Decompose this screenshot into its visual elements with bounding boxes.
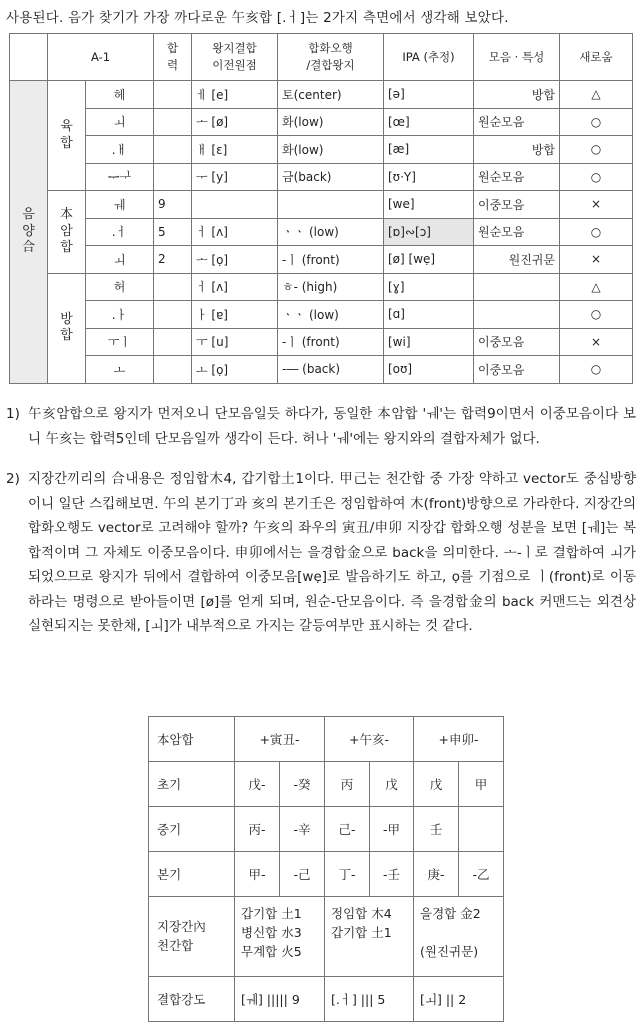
row-moeum	[474, 301, 560, 329]
row-new: ○	[560, 301, 633, 329]
jijang-group-1: 갑기합 土1 병신합 水3 무계합 火5	[235, 897, 325, 977]
row-hwa: ㅎ- (high)	[278, 273, 384, 301]
row-wangji: ᅩ [ø]	[192, 108, 278, 136]
row-char: ᆕᆛ	[86, 163, 154, 191]
header-group-3: +申卯-	[414, 717, 504, 762]
row-hwa: 토(center)	[278, 81, 384, 109]
table-cell: 壬	[414, 807, 459, 852]
row-hap	[154, 81, 192, 109]
table-row	[10, 81, 633, 109]
row-new: ○	[560, 136, 633, 164]
row-ipa: [oʊ]	[384, 356, 474, 384]
table-cell: -癸	[280, 762, 325, 807]
table-row	[10, 356, 633, 384]
row-wangji: ㅓ [ʌ]	[192, 273, 278, 301]
row-char: 헤	[86, 81, 154, 109]
table-cell: 己-	[325, 807, 370, 852]
table-cell: -壬	[370, 852, 414, 897]
row-hwa: -ㅣ (front)	[278, 246, 384, 274]
table-row	[149, 977, 504, 1022]
note-number: 2)	[6, 471, 20, 487]
row-wangji	[192, 191, 278, 219]
jijang-group-3: 을경합 金2 (원진귀문)	[414, 897, 504, 977]
row-hap	[154, 356, 192, 384]
table-cell: 戊	[370, 762, 414, 807]
row-char: .ㅏ	[86, 301, 154, 329]
table-row	[149, 807, 504, 852]
table-row	[10, 218, 633, 246]
row-hap	[154, 273, 192, 301]
row-hwa: 화(low)	[278, 136, 384, 164]
note-number: 1)	[6, 406, 20, 422]
header-moeum: 모음 · 특성	[474, 34, 560, 81]
group-label-yukhap: 육 합	[48, 81, 86, 191]
table-cell: -辛	[280, 807, 325, 852]
table-row	[10, 191, 633, 219]
table-row	[10, 328, 633, 356]
row-new: △	[560, 273, 633, 301]
row-ipa: [ø] [wẹ]	[384, 246, 474, 274]
table-row	[149, 762, 504, 807]
row-char: ㅚ	[86, 108, 154, 136]
row-moeum	[474, 273, 560, 301]
row-char: ㅜㅣ	[86, 328, 154, 356]
table-cell: -乙	[459, 852, 504, 897]
header-hwa: 합화오행 /결합왕지	[278, 34, 384, 81]
row-wangji: ㅓ [ʌ]	[192, 218, 278, 246]
row-char: 허	[86, 273, 154, 301]
row-char: .ㅓ	[86, 218, 154, 246]
table-header-row	[10, 34, 633, 81]
header-name: 本암합	[149, 717, 235, 762]
row-name: 지장간內 천간합	[149, 897, 235, 977]
vowel-table	[9, 33, 633, 384]
table-cell: 丙-	[235, 807, 280, 852]
header-group-1: +寅丑-	[235, 717, 325, 762]
table-row	[10, 273, 633, 301]
row-new: ○	[560, 218, 633, 246]
row-name: 결합강도	[149, 977, 235, 1022]
row-new: ○	[560, 108, 633, 136]
row-hap	[154, 108, 192, 136]
group-label-banghap: 방 합	[48, 273, 86, 383]
header-ipa: IPA (추정)	[384, 34, 474, 81]
strength-group-1: [ㅞ] ||||| 9	[235, 977, 325, 1022]
row-wangji: ㅐ [ɛ]	[192, 136, 278, 164]
row-hap: 9	[154, 191, 192, 219]
header-new: 새로움	[560, 34, 633, 81]
note-text: 午亥암합으로 왕지가 먼저오니 단모음일듯 하다가, 동일한 本암합 'ㅞ'는 합력9이면서 이중모음이다 보니 午亥는 합력5인데 단모음일까 생각이 든다. 허나 'ㅞ'에는 왕지와의 결합자체가 없다.	[28, 406, 636, 447]
row-ipa: [ʊ·Y]	[384, 163, 474, 191]
row-new: ×	[560, 191, 633, 219]
row-ipa: [ə]	[384, 81, 474, 109]
table-row	[10, 301, 633, 329]
row-hap	[154, 301, 192, 329]
row-char: ㅚ	[86, 246, 154, 274]
table-cell: 丙	[325, 762, 370, 807]
row-ipa: [wi]	[384, 328, 474, 356]
row-ipa: [æ]	[384, 136, 474, 164]
row-hwa: 금(back)	[278, 163, 384, 191]
row-ipa: [œ]	[384, 108, 474, 136]
row-new: △	[560, 81, 633, 109]
row-moeum: 방합	[474, 136, 560, 164]
row-wangji: ㅏ [ɐ]	[192, 301, 278, 329]
jijang-group-2: 정임합 木4 갑기합 土1	[325, 897, 414, 977]
strength-group-2: [.ㅓ] ||| 5	[325, 977, 414, 1022]
row-new: ×	[560, 328, 633, 356]
table-cell: 庚-	[414, 852, 459, 897]
row-new: ○	[560, 163, 633, 191]
header-wangji: 왕지결합 이전원점	[192, 34, 278, 81]
row-char: ㅗ	[86, 356, 154, 384]
table-row	[10, 108, 633, 136]
row-moeum: 이중모음	[474, 191, 560, 219]
table-cell	[459, 807, 504, 852]
row-hwa: ㆍㆍ (low)	[278, 218, 384, 246]
row-wangji: ᅮ [y]	[192, 163, 278, 191]
header-hap: 합 력	[154, 34, 192, 81]
row-hwa: -ㅣ (front)	[278, 328, 384, 356]
header-group-2: +午亥-	[325, 717, 414, 762]
corner-cell	[10, 34, 48, 81]
note-1	[6, 402, 636, 451]
table-row	[10, 163, 633, 191]
note-2	[6, 467, 636, 639]
row-moeum: 방합	[474, 81, 560, 109]
table-row	[149, 897, 504, 977]
group-label-bonamhap: 本 암 합	[48, 191, 86, 274]
row-name: 초기	[149, 762, 235, 807]
row-hwa	[278, 191, 384, 219]
row-char: .ㅐ	[86, 136, 154, 164]
table-row	[10, 246, 633, 274]
row-hap	[154, 136, 192, 164]
row-wangji: ㅔ [e]	[192, 81, 278, 109]
row-ipa: [ɒ]∾[ɔ]	[384, 218, 474, 246]
row-name: 중기	[149, 807, 235, 852]
header-a1: A-1	[48, 34, 154, 81]
side-label: 음 양 合	[10, 81, 48, 384]
row-moeum: 원순모음	[474, 218, 560, 246]
row-hwa: ㆍㆍ (low)	[278, 301, 384, 329]
row-hwa: -― (back)	[278, 356, 384, 384]
table-cell: -己	[280, 852, 325, 897]
row-wangji: ㅜ [u]	[192, 328, 278, 356]
table-row	[10, 136, 633, 164]
row-moeum: 원순모음	[474, 108, 560, 136]
table-cell: 丁-	[325, 852, 370, 897]
table-row	[149, 852, 504, 897]
table-header-row	[149, 717, 504, 762]
table-cell: -甲	[370, 807, 414, 852]
row-hap	[154, 328, 192, 356]
row-moeum: 원진귀문	[474, 246, 560, 274]
row-hap	[154, 163, 192, 191]
row-hwa: 화(low)	[278, 108, 384, 136]
jijanggan-table	[148, 716, 504, 1022]
intro-text: 사용된다. 음가 찾기가 가장 까다로운 午亥합 [.ㅓ]는 2가지 측면에서 생각해 보았다.	[6, 10, 509, 26]
row-ipa: [we]	[384, 191, 474, 219]
row-moeum: 이중모음	[474, 328, 560, 356]
row-ipa: [ɑ]	[384, 301, 474, 329]
row-new: ○	[560, 356, 633, 384]
strength-group-3: [ㅚ] || 2	[414, 977, 504, 1022]
table-cell: 甲-	[235, 852, 280, 897]
note-text: 지장간끼리의 合내용은 정임합木4, 갑기합土1이다. 甲己는 천간합 중 가장 약하고 vector도 중심방향이니 일단 스킵해보면. 午의 본기丁과 亥의 본기壬은 정임합하여 木(front)방향으로 가라한다. 지장간의 합화오행도 vector로 고려해야 할까? 午亥의 좌우의 寅丑/申卯 지장갑 합화오행 성분을 보면 [ㅞ]는 복합적이며 그 자체도 이중모음이다. 申卯에서는 을경합金으로 back을 의미한다. ᅩ-ㅣ로 결합하여 ㅚ가 되었으므로 왕지가 뒤에서 결합하여 이중모음[wẹ]로 발음하기도 하고, ọ를 기점으로 ㅣ(front)로 이동하라는 명령으로 받아들이면 [ø]를 얻게 되며, 원순-단모음이다. 즉 을경합金의 back 커맨드는 외견상 실현되지는 못한채, [ㅚ]가 내부적으로 가지는 갈등여부만 표시하는 것 같다.	[28, 471, 636, 634]
table-cell: 戊	[414, 762, 459, 807]
table-cell: 戊-	[235, 762, 280, 807]
table-cell: 甲	[459, 762, 504, 807]
row-moeum: 이중모음	[474, 356, 560, 384]
row-name: 본기	[149, 852, 235, 897]
notes	[6, 402, 636, 639]
row-char: ㅞ	[86, 191, 154, 219]
row-hap: 2	[154, 246, 192, 274]
row-wangji: ㅗ [ọ]	[192, 356, 278, 384]
row-moeum: 원순모음	[474, 163, 560, 191]
row-new: ×	[560, 246, 633, 274]
row-ipa: [ɣ]	[384, 273, 474, 301]
row-hap: 5	[154, 218, 192, 246]
row-wangji: ᅩ [ọ]	[192, 246, 278, 274]
